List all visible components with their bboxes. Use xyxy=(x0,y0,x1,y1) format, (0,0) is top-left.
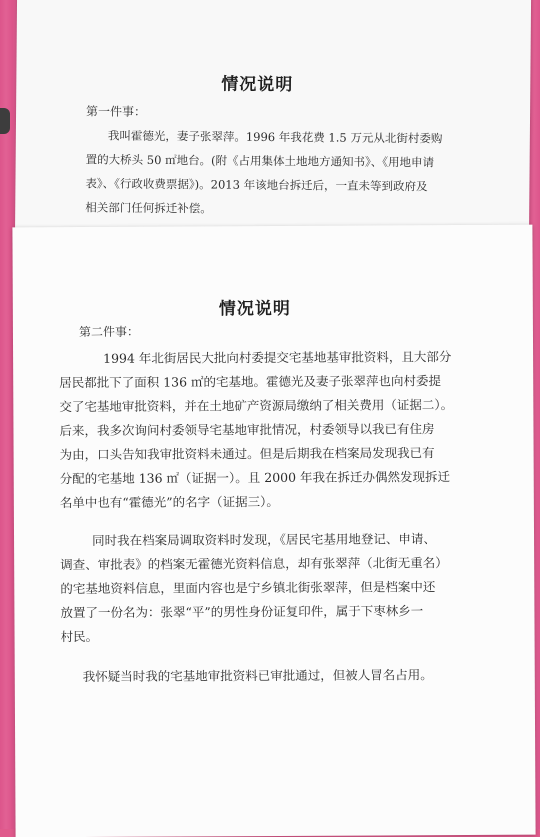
document-sheet-2 xyxy=(12,225,535,837)
section-label: 第一件事： xyxy=(86,104,147,119)
paragraph-line: 居民都批下了面积 136 ㎡的宅基地。霍德光及妻子张翠萍也向村委提 xyxy=(59,373,442,391)
page-title: 情况说明 xyxy=(218,298,291,320)
page-title: 情况说明 xyxy=(221,74,294,96)
paragraph-line: 的宅基地资料信息，里面内容也是宁乡镇北街张翠萍，但是档案中还 xyxy=(60,579,436,597)
paragraph-line: 1994 年北街居民大批向村委提交宅基地基审批资料，且大部分 xyxy=(103,349,452,366)
paragraph-line: 为由，口头告知我审批资料未通过。但是后期我在档案局发现我已有 xyxy=(59,445,435,463)
paragraph-line: 交了宅基地审批资料，并在土地矿产资源局缴纳了相关费用（证据二）。 xyxy=(59,397,454,415)
paragraph-line: 后来，我多次询问村委领导宅基地审批情况，村委领导以我已有住房 xyxy=(59,421,435,439)
document-sheet-1 xyxy=(15,0,531,254)
pen-object xyxy=(0,108,10,134)
paragraph-line: 表》、《行政收费票据》)。2013 年该地台拆迁后，一直未等到政府及 xyxy=(85,176,428,194)
section-label: 第二件事： xyxy=(78,324,140,340)
paragraph-line: 相关部门任何拆迁补偿。 xyxy=(85,200,212,216)
paragraph-line: 名单中也有“霍德光”的名字（证据三）。 xyxy=(59,493,279,511)
paragraph-line: 置的大桥头 50 ㎡地台。(附《占用集体土地地方通知书》、《用地申请 xyxy=(85,152,435,170)
paragraph-line: 我怀疑当时我的宅基地审批资料已审批通过，但被人冒名占用。 xyxy=(82,667,433,685)
paragraph-line: 我叫霍德光，妻子张翠萍。1996 年我花费 1.5 万元从北街村委购 xyxy=(107,128,443,146)
paragraph-line: 放置了一份名为：张翠“平”的男性身份证复印件，属于下枣林乡一 xyxy=(60,603,424,621)
paragraph-line: 分配的宅基地 136 ㎡（证据一）。且 2000 年我在拆迁办偶然发现拆迁 xyxy=(59,469,451,487)
paragraph-line: 同时我在档案局调取资料时发现，《居民宅基用地登记、申请、 xyxy=(92,531,436,548)
paragraph-line: 村民。 xyxy=(60,628,99,645)
paragraph-line: 调查、审批表》的档案无霍德光资料信息，却有张翠萍（北街无重名） xyxy=(60,555,448,573)
